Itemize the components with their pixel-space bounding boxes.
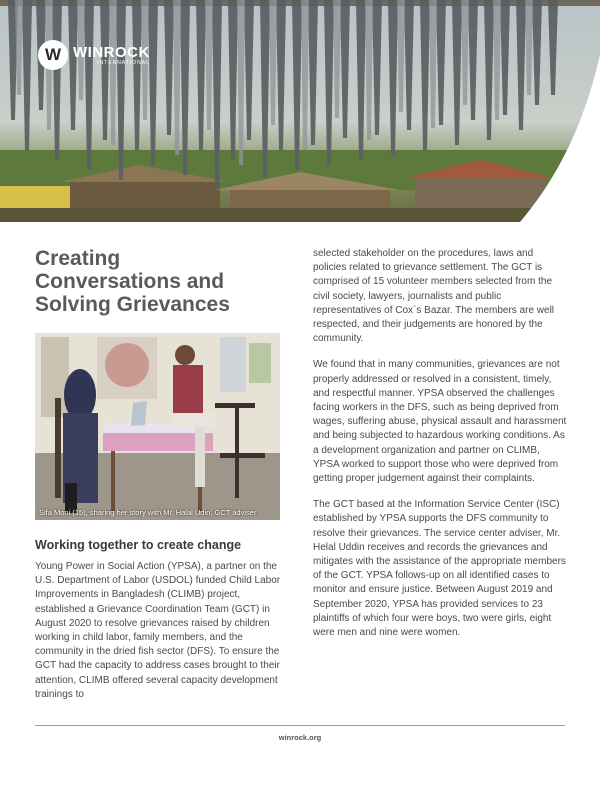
logo-name: WINROCK bbox=[73, 43, 150, 61]
title-line-2: Conversations and bbox=[35, 270, 225, 293]
right-paragraph-1: selected stakeholder on the procedures, laws and policies related to grievance settlement. The GCT is comprised of 15 volunteer members selected from the civil society, lawyers, journalists and public representatives of Cox`s Bazar. The members are well respected, and their judgements are honored by the community. bbox=[313, 248, 555, 345]
grievance-meeting-photo bbox=[35, 333, 280, 520]
hero-photo-drawing bbox=[0, 0, 600, 222]
footer-divider bbox=[35, 725, 565, 726]
hero-photo bbox=[0, 0, 600, 222]
page-title bbox=[35, 247, 285, 316]
footer-url[interactable]: winrock.org bbox=[278, 733, 322, 742]
title-line-1: Creating bbox=[35, 247, 121, 270]
photo-caption: Sifa Moni (15), sharing her story with Mr. Halal Udin, GCT adviser bbox=[39, 508, 257, 517]
title-line-3: Solving Grievances bbox=[35, 293, 230, 316]
right-paragraph-3: The GCT based at the Information Service Center (ISC) established by YPSA supports the DFS community to resolve their grievances. The service center adviser, Mr. Helal Uddin receives and records the grievances and mitigates with the assistance of the appropriate members of the GCT. YPSA follows-up on all identified cases to monitor and ensure justice. Between August 2019 and September 2020, YPSA has provided services to 23 plaintiffs of which four were boys, two were girls, eight were men and nine were women. bbox=[313, 499, 566, 639]
winrock-logo bbox=[38, 40, 150, 70]
logo-wordmark bbox=[73, 45, 150, 66]
left-body-paragraph: Young Power in Social Action (YPSA), a partner on the U.S. Department of Labor (USDOL) funded Child Labor Improvements in Bangladesh (CLIMB) project, established a Grievance Coordination Team (GCT) in August 2020 to resolve grievances raised by children working in child labor, family members, and the community in the dried fish sector (DFS). To ensure the GCT had the capacity to address cases brought to their attention, CLIMB offered several capacity development trainings to bbox=[35, 561, 281, 700]
right-paragraph-2: We found that in many communities, grievances are not properly addressed or resolved in a consistent, timely, and respectful manner. YPSA observed the challenges facing workers in the DFS, such as being deprived from wages, suffering abuse, physical assault and harassment and being subjected to hazardous working conditions. As a development organization and partner on CLIMB, YPSA worked to support those who were deprived from getting proper judgement against their complaints. bbox=[313, 359, 567, 485]
logo-subtitle: INTERNATIONAL bbox=[97, 59, 150, 66]
meeting-photo-drawing bbox=[35, 333, 280, 520]
logo-badge-icon: W bbox=[38, 40, 68, 70]
section-heading: Working together to create change bbox=[35, 538, 242, 552]
right-column bbox=[313, 247, 568, 652]
